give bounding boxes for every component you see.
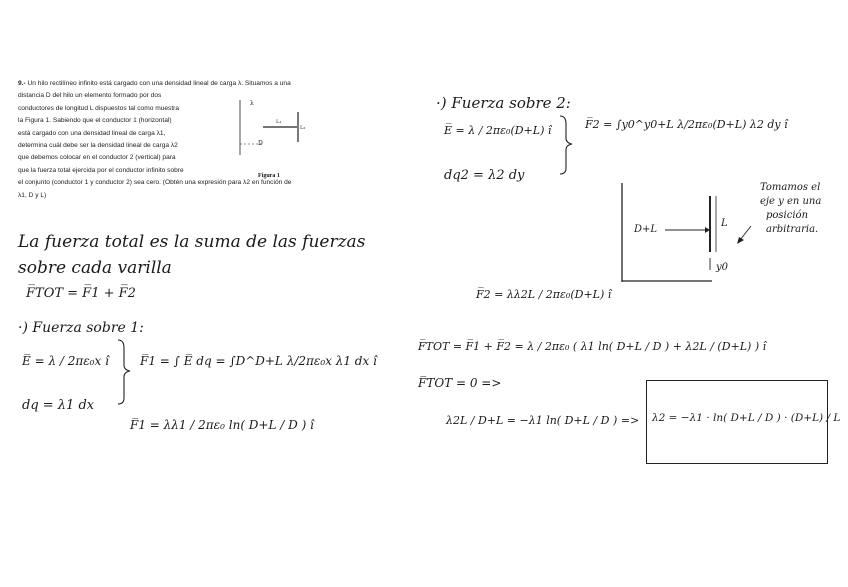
ftot-zero: F̅TOT = 0 => [418,376,502,390]
problem-line: que la fuerza total ejercida por el conductor infinito sobre [18,166,184,174]
problem-line: está cargado con una densidad lineal de carga λ1, [18,129,166,137]
problem-line: determina cuál debe ser la densidad lineal de carga λ2 [18,142,178,150]
diagram-note-4: arbitraria. [766,224,819,235]
problem-line: conductores de longitud L dispuestos tal como muestra [18,104,180,112]
dq1: dq = λ1 dx [22,398,95,413]
diagram-y0: y0 [716,262,729,273]
dq2: dq2 = λ2 dy [444,168,525,183]
figure-L1: L₁ [276,119,282,125]
figure-lambda: λ [250,100,254,107]
f2-integral: F̅2 = ∫y0^y0+L λ/2πε₀(D+L) λ2 dy î [585,118,788,131]
f2-result: F̅2 = λλ2L / 2πε₀(D+L) î [476,288,612,301]
figure-L2: L₂ [300,125,306,131]
figure-D: D [258,140,263,147]
part1-title: ·) Fuerza sobre 1: [18,320,144,336]
answer: λ2 = −λ1 · ln( D+L / D ) · (D+L) / L [652,412,841,424]
relation: λ2L / D+L = −λ1 ln( D+L / D ) => [446,414,640,427]
intro-line-2: sobre cada varilla [18,258,172,278]
ftot-sum: F̅TOT = F̅1 + F̅2 [26,286,136,301]
diagram-dl: D+L [634,224,658,235]
diagram-l: L [721,218,728,229]
problem-line: λ1, D y L) [18,191,47,199]
intro-line-1: La fuerza total es la suma de las fuerzas [18,232,366,252]
problem-line: distancia D del hilo un elemento formado por dos [18,92,162,100]
e-field-2: E̅ = λ / 2πε₀(D+L) î [444,124,552,137]
problem-number: 9.- [18,80,26,87]
diagram-note-3: posición [766,210,809,221]
ftot-expression: F̅TOT = F̅1 + F̅2 = λ / 2πε₀ ( λ1 ln( D+L / D ) + λ2L / (D+L) ) î [418,340,767,353]
problem-line: Un hilo rectilíneo infinito está cargado con una densidad lineal de carga λ. Situamos a una [27,80,291,87]
problem-line: el conjunto (conductor 1 y conductor 2) sea cero. (Obtén una expresión para λ2 en función de [18,179,292,187]
f1-integral: F̅1 = ∫ E̅ dq = ∫D^D+L λ/2πε₀x λ1 dx î [140,354,377,368]
part2-title: ·) Fuerza sobre 2: [436,94,571,112]
problem-line: la Figura 1. Sabiendo que el conductor 1 (horizontal) [18,117,172,125]
problem-line: que debemos colocar en el conductor 2 (vertical) para [18,154,176,162]
diagram-note-2: eje y en una [760,196,822,207]
diagram-note-1: Tomamos el [760,182,821,193]
f1-result: F̅1 = λλ1 / 2πε₀ ln( D+L / D ) î [130,418,314,432]
figure-label: Figura 1 [258,173,280,179]
e-field-1: E̅ = λ / 2πε₀x î [22,354,109,368]
